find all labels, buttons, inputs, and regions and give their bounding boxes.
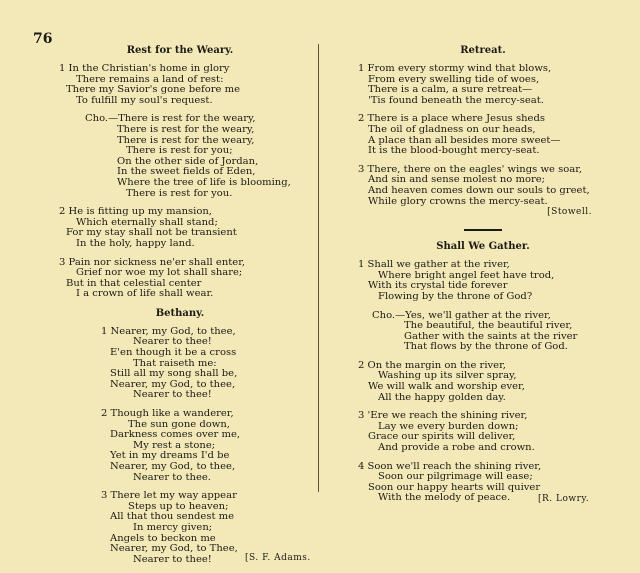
verse-line: And provide a robe and crown.: [378, 442, 535, 453]
verse-line: 'Tis found beneath the mercy-seat.: [368, 95, 544, 106]
verse-line: 2 Though like a wanderer,: [101, 408, 234, 419]
chorus-line: That flows by the throne of God.: [404, 341, 568, 353]
verse-line: 1 Nearer, my God, to thee,: [101, 326, 236, 337]
hymn-title-rest-for-the-weary: Rest for the Weary.: [126, 45, 234, 56]
verse-line: 1 From every stormy wind that blows,: [358, 63, 552, 74]
stanza: [55, 327, 305, 401]
verse-line: Where bright angel feet have trod,: [378, 269, 555, 281]
stanza: [358, 462, 608, 504]
chorus-line: Gather with the saints at the river: [404, 330, 578, 342]
chorus-line: There is rest for you;: [126, 145, 233, 156]
chorus-line: Cho.—Yes, we'll gather at the river,: [372, 309, 551, 321]
verse-line: Yet in my dreams I'd be: [110, 450, 230, 462]
stanza: [55, 64, 305, 106]
verse-line: There is a calm, a sure retreat—: [368, 84, 533, 95]
verse-line: Darkness comes over me,: [110, 429, 241, 441]
verse-line: While glory crowns the mercy-seat.: [368, 195, 548, 207]
chorus: [358, 311, 608, 353]
verse-line: Nearer, my God, to thee,: [110, 461, 236, 472]
verse-line: Washing up its silver spray,: [378, 370, 517, 382]
verse-line: I a crown of life shall wear.: [76, 288, 214, 300]
verse-line: Lay we every burden down;: [378, 421, 519, 432]
chorus-line: There is rest for the weary,: [117, 134, 255, 146]
left-column: [55, 45, 311, 573]
chorus-line: Cho.—There is rest for the weary,: [85, 113, 256, 125]
stanza: [358, 165, 608, 217]
verse-line: E'en though it be a cross: [110, 347, 237, 358]
verse-line: Nearer, my God, to Thee,: [110, 543, 238, 554]
chorus-line: On the other side of Jordan,: [117, 156, 259, 167]
verse-line: With the melody of peace.: [378, 492, 511, 504]
author-credit: [R. Lowry.: [538, 494, 590, 504]
verse-line: With its crystal tide forever: [368, 280, 508, 292]
verse-line: For my stay shall not be transient: [66, 227, 237, 239]
verse-line: Nearer to thee!: [133, 336, 212, 348]
verse-line: 1 Shall we gather at the river,: [358, 259, 510, 270]
verse-line: Nearer to thee.: [133, 471, 211, 483]
author-credit: [Stowell.: [547, 207, 592, 218]
verse-line: Which eternally shall stand;: [76, 216, 218, 228]
stanza: [55, 409, 305, 483]
verse-line: 3 There let my way appear: [101, 490, 237, 501]
stanza: [55, 258, 305, 300]
stanza: [358, 361, 608, 403]
verse-line: Soon our pilgrimage will ease;: [378, 471, 533, 483]
verse-line: The oil of gladness on our heads,: [368, 124, 536, 135]
verse-line: The sun gone down,: [128, 418, 230, 430]
verse-line: 3 There, there on the eagles' wings we soar,: [358, 164, 583, 175]
verse-line: That raiseth me:: [133, 357, 217, 369]
verse-line: Soon our happy hearts will quiver: [368, 482, 541, 493]
verse-line: Nearer to thee!: [133, 389, 212, 401]
stanza: [55, 490, 311, 565]
verse-line: Nearer to thee!: [133, 554, 212, 565]
verse-line: 3 'Ere we reach the shining river,: [358, 410, 528, 422]
stanza: [55, 207, 305, 249]
chorus-line: There is rest for you.: [126, 187, 233, 199]
verse-line: And sin and sense molest no more;: [368, 174, 546, 186]
verse-line: To fulfill my soul's request.: [76, 95, 213, 106]
verse-line: Angels to beckon me: [110, 532, 216, 544]
stanza: [358, 260, 608, 302]
verse-line: Grace our spirits will deliver,: [368, 431, 516, 443]
chorus: [55, 114, 305, 199]
verse-line: 2 On the margin on the river,: [358, 360, 506, 371]
verse-line: Grief nor woe my lot shall share;: [76, 267, 243, 278]
verse-line: In mercy given;: [133, 522, 213, 533]
verse-line: Still all my song shall be,: [110, 368, 238, 380]
column-divider: [318, 44, 319, 492]
right-column: [358, 45, 608, 512]
stanza: [358, 411, 608, 453]
chorus-line: There is rest for the weary,: [117, 124, 255, 135]
verse-line: But in that celestial center: [66, 277, 202, 289]
verse-line: We will walk and worship ever,: [368, 381, 525, 392]
verse-line: Steps up to heaven;: [128, 501, 229, 512]
verse-line: There my Savior's gone before me: [66, 84, 241, 95]
verse-line: Flowing by the throne of God?: [378, 291, 533, 302]
chorus-line: Where the tree of life is blooming,: [117, 177, 291, 188]
stanza: [358, 114, 608, 156]
hymn-title-retreat: Retreat.: [460, 45, 506, 56]
verse-line: My rest a stone;: [133, 440, 216, 451]
chorus-line: The beautiful, the beautiful river,: [404, 320, 573, 331]
verse-line: 3 Pain nor sickness ne'er shall enter,: [59, 256, 246, 268]
verse-line: 2 He is fitting up my mansion,: [59, 206, 212, 217]
verse-line: Nearer, my God, to thee,: [110, 379, 236, 390]
verse-line: It is the blood-bought mercy-seat.: [368, 145, 540, 156]
verse-line: A place than all besides more sweet—: [368, 134, 561, 146]
author-credit: [S. F. Adams.: [245, 553, 311, 564]
chorus-line: In the sweet fields of Eden,: [117, 166, 256, 178]
page-number: 76: [33, 31, 53, 47]
section-rule: [464, 229, 502, 231]
verse-line: All the happy golden day.: [378, 391, 506, 403]
hymn-title-shall-we-gather: Shall We Gather.: [436, 241, 530, 253]
verse-line: All that thou sendest me: [110, 511, 235, 523]
verse-line: 2 There is a place where Jesus sheds: [358, 113, 545, 125]
verse-line: 4 Soon we'll reach the shining river,: [358, 460, 542, 472]
verse-line: There remains a land of rest:: [76, 73, 224, 85]
stanza: [358, 64, 608, 106]
verse-line: 1 In the Christian's home in glory: [59, 63, 230, 74]
verse-line: In the holy, happy land.: [76, 238, 195, 249]
verse-line: And heaven comes down our souls to greet,: [368, 185, 590, 196]
hymn-title-bethany: Bethany.: [155, 307, 205, 319]
verse-line: From every swelling tide of woes,: [368, 73, 540, 85]
